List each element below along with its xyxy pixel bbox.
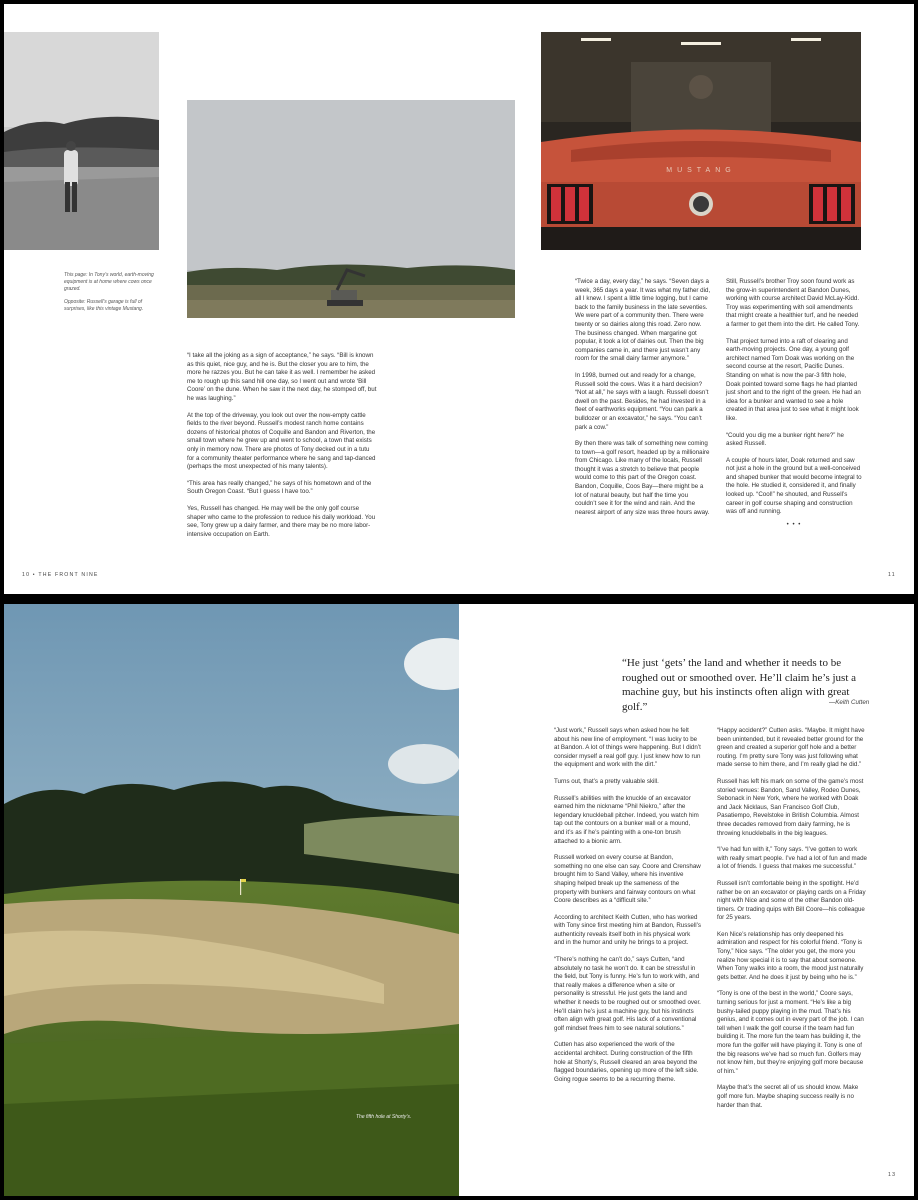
top-spread xyxy=(4,4,914,594)
article-column-4 xyxy=(554,727,702,1092)
car-badge-text: MUSTANG xyxy=(666,167,736,174)
footer-left: 10 • THE FRONT NINE xyxy=(22,572,99,578)
caption-this-page: This page: In Tony’s world, earth-moving equipment is at home where cows once grazed. xyxy=(64,272,154,292)
article-column-3 xyxy=(726,278,862,529)
paragraph: Turns out, that’s a pretty valuable skill. xyxy=(554,777,659,785)
paragraph: Russell worked on every course at Bandon, something no one else can say. Coore and Crenshaw brought him to Sand Valley, where his inventive shaping helped break up the sameness of the property with bunkers and fairway contours on what Coore describes as a “difficult site.” xyxy=(554,854,701,905)
paragraph: Ken Nice’s relationship has only deepened his admiration and respect for his colorful friend. “Tony is Tony,” Nice says. “The older you get, the more you realize how special it is to say that about someone. When Tony walks into a room, the mood just naturally gets better. And he does it just by being who he is.” xyxy=(717,930,864,981)
paragraph: Yes, Russell has changed. He may well be the only golf course shaper who came to the profession to reduce his daily workload. You see, Tony grew up a dairy farmer, and there may be no more labor-intensive occupation on Earth. xyxy=(187,504,376,538)
paragraph: Russell’s abilities with the knuckle of an excavator earned him the nickname “Phil Niekro,” after the legendary knuckleball pitcher. Indeed, you watch him tap out the contours on a bunker wall or a mound, and it’s as if he’s painting with a one-ton brush attached to a bionic arm. xyxy=(554,794,699,845)
paragraph: “I take all the joking as a sign of acceptance,” he says. “Bill is known as this quiet, nice guy, and he is. But the closer you are to him, the more he razzes you. But he can take it as well. I remember he asked me to rough up this sand hill one day, so I went out and wrote ‘Bill Coore’ on the dune. When he saw it the next day, he stomped off, but he was laughing.” xyxy=(187,352,377,402)
paragraph: Cutten has also experienced the work of the accidental architect. During construction of the fifth hole at Shorty’s, Russell cleared an area beyond the flagged boundaries, opening up more of the left side. Going rogue seems to be a recurring theme. xyxy=(554,1041,699,1083)
page-number-bottom: 13 xyxy=(888,1172,897,1178)
image-caption: The fifth hole at Shorty’s. xyxy=(356,1114,412,1120)
paragraph: “I’ve had fun with it,” Tony says. “I’ve gotten to work with really smart people. I’ve had a lot of fun and made a lot of friends. I guess that makes me successful.” xyxy=(717,846,867,871)
article-column-2 xyxy=(575,278,711,525)
section-break-ellipsis: • • • xyxy=(786,521,802,528)
paragraph: “Twice a day, every day,” he says. “Seven days a week, 365 days a year. It was what my father did, all I knew. I spent a little time logging, but I came back to the family business in the late seventies. We were part of a community then. There were twenty or so dairies along this road. Zero now. The business changed. When margarine got popular, it took a lot of dairies out. Then the big companies came in, and there just wasn’t any room for the small dairy farmer anymore.” xyxy=(575,278,711,363)
bottom-spread xyxy=(4,604,914,1196)
paragraph: According to architect Keith Cutten, who has worked with Tony since first meeting him at Bandon, Russell’s authenticity reveals itself both in his physical work and in the humor and unity he brings to a project. xyxy=(554,913,701,947)
paragraph: Russell isn’t comfortable being in the spotlight. He’d rather be on an excavator or playing cards on a Friday night with Nice and some of the other Bandon old-timers. Or trading quips with Bill Coore—his colleague for 25 years. xyxy=(717,879,866,922)
paragraph: “Could you dig me a bunker right here?” he asked Russell. xyxy=(726,431,844,448)
article-column-1 xyxy=(187,352,377,547)
pull-quote-attribution: —Keith Cutten xyxy=(829,699,870,706)
photo-mustang xyxy=(541,32,861,250)
page-number-right: 11 xyxy=(888,572,896,578)
paragraph: At the top of the driveway, you look out over the now-empty cattle fields to the river beyond. Russell’s modest ranch home contains dozens of historical photos of Coquille and Bandon and Riverton, the small town where he grew up and went to school, a town that exists only in memory now. There are photos of Tony decked out in a tutu for a community theater performance where he sang and tap-danced (perhaps the most unexpected of his many talents). xyxy=(187,411,376,471)
article-column-5 xyxy=(717,727,869,1118)
paragraph: Russell has left his mark on some of the game’s most storied venues: Bandon, Sand Valley, Rodeo Dunes, Sebonack in New York, where he worked with Doak and Jack Nicklaus, San Francisco Golf Club, Pasatiempo, Revelstoke in British Columbia. Almost three decades removed from dairy farming, he is throwing knuckleballs in the big leagues. xyxy=(717,777,864,837)
paragraph: “Tony is one of the best in the world,” Coore says, turning serious for just a moment. “He’s like a big bushy-tailed puppy playing in the mud. That’s his genius, and it comes out in every part of the job. I can tell when I walk the golf course if the team had fun building it. The more fun the team has building it, the more fun the golfer will have playing it. Tony is one of the big reasons we’ve had so much fun. Golfers may not know him, but they’re enjoying golf more because of him.” xyxy=(717,990,864,1075)
paragraph: “There’s nothing he can’t do,” says Cutten, “and absolutely no task he won’t do. It can be stressful in the field, but Tony is funny. He’s fun to work with, and that really makes a difference when a site or personality is stressful. He just gets the land and whether it needs to be roughed out or smoothed over. He’ll claim he’s just a machine guy, but his instincts often align with great golf. His lack of a conventional golf mindset frees him to see natural solutions.” xyxy=(554,956,701,1032)
photo-golf-hole xyxy=(4,604,459,1196)
paragraph: Still, Russell’s brother Troy soon found work as the grow-in superintendent at Bandon Dunes, working with course architect David McLay-Kidd. Troy was experimenting with soil amendments that might create a healthier turf, and he needed a farmer to get them into the dirt. He called Tony. xyxy=(726,278,860,328)
photo-man-in-field xyxy=(4,32,159,250)
pull-quote: “He just ‘gets’ the land and whether it needs to be roughed out or smoothed over. He’ll claim he’s just a machine guy, but his instincts often align with great golf.” xyxy=(622,657,857,713)
paragraph: That project turned into a raft of clearing and earth-moving projects. One day, a young golf architect named Tom Doak was working on the second course at the resort, Pacific Dunes. Standing on what is now the par-3 fifth hole, Doak pointed toward some flags he had planted just short and to the right of the green. He had an idea for a bunker and wanted to see a hole created in that area just to see what it might look like. xyxy=(726,337,861,422)
paragraph: A couple of hours later, Doak returned and saw not just a hole in the ground but a well-conceived and shaped bunker that would become integral to the hole. He studied it, considered it, and finally looked up. “Cool!” he shouted, and Russell’s career in golf course shaping and construction was off and running. xyxy=(726,456,862,516)
paragraph: Maybe that’s the secret all of us should know. Make golf more fun. Maybe shaping success really is no harder than that. xyxy=(717,1084,859,1109)
paragraph: “Just work,” Russell says when asked how he felt about his new line of employment. “I was lucky to be at Bandon. A lot of things were happening. But I didn’t consider myself a real golf guy. I just knew how to run the equipment and work with the dirt.” xyxy=(554,727,701,769)
paragraph: “This area has really changed,” he says of his hometown and of the South Oregon Coast. “But I guess I have too.” xyxy=(187,479,372,496)
paragraph: “Happy accident?” Cutten asks. “Maybe. It might have been unintended, but it revealed better ground for the green and created a superior golf hole and a better routing. I’m pretty sure Tony was just following what made sense to him there, and I’m really glad he did.” xyxy=(717,727,865,769)
photo-excavator xyxy=(187,100,515,318)
photo-caption xyxy=(64,272,159,319)
paragraph: In 1998, burned out and ready for a change, Russell sold the cows. Was it a hard decision? “Not at all,” he says with a laugh. Russell doesn’t dwell on the past. Besides, he had invested in a fleet of earthworks equipment. “You can park a bulldozer or an excavator,” he says. “You can’t park a cow.” xyxy=(575,371,709,431)
caption-opposite: Opposite: Russell’s garage is full of surprises, like this vintage Mustang. xyxy=(64,299,144,312)
paragraph: By then there was talk of something new coming to town—a golf resort, headed up by a millionaire from Chicago. Like many of the locals, Russell thought it was a stretch to believe that people would come to this part of the Oregon coast. Bandon, Coquille, Coos Bay—there might be a lot of natural beauty, but half the time you couldn’t see it for the wind and rain. And the nearest airport of any size was three hours away. xyxy=(575,440,710,516)
